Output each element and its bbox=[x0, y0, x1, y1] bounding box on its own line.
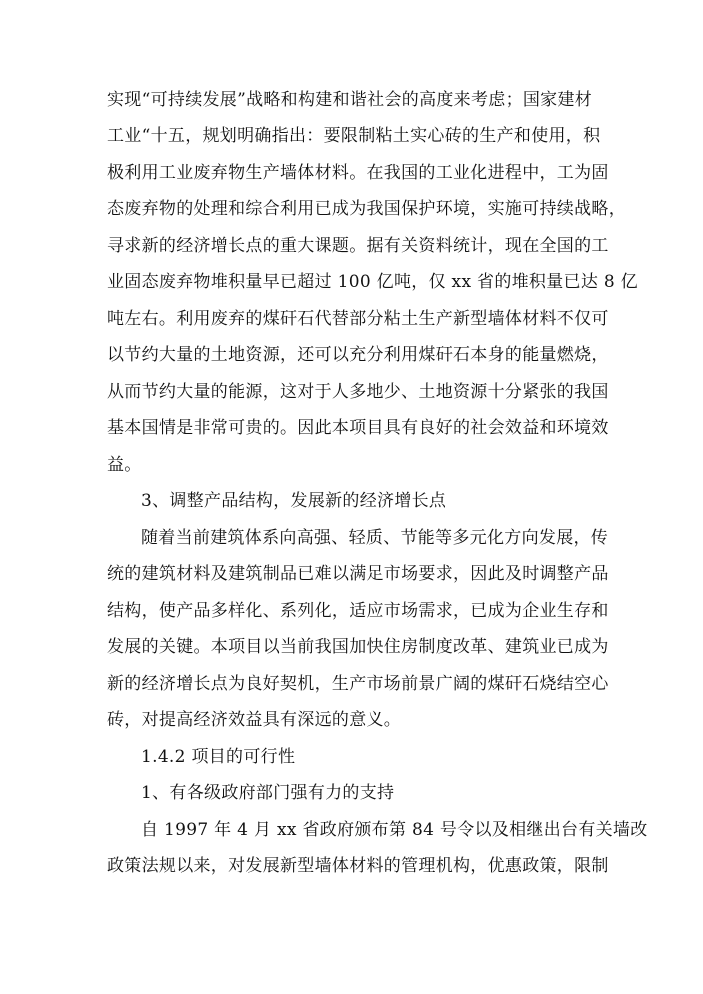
text-line: 实现“可持续发展”战略和构建和谐社会的高度来考虑；国家建材 bbox=[107, 90, 593, 110]
section-heading: 1、有各级政府部门强有力的支持 bbox=[141, 783, 395, 803]
text-line: 益。 bbox=[107, 455, 142, 475]
text-line: 统的建筑材料及建筑制品已难以满足市场要求，因此及时调整产品 bbox=[107, 564, 609, 584]
text-line: 极利用工业废弃物生产墙体材料。在我国的工业化进程中，工为固 bbox=[107, 163, 609, 183]
text-line: 新的经济增长点为良好契机，生产市场前景广阔的煤矸石烧结空心 bbox=[107, 674, 609, 694]
text-line: 自 1997 年 4 月 xx 省政府颁布第 84 号令以及相继出台有关墙改 bbox=[141, 820, 648, 840]
text-line: 政策法规以来，对发展新型墙体材料的管理机构，优惠政策，限制 bbox=[107, 856, 609, 876]
text-line: 以节约大量的土地资源，还可以充分利用煤矸石本身的能量燃烧， bbox=[107, 345, 609, 365]
text-line: 从而节约大量的能源，这对于人多地少、土地资源十分紧张的我国 bbox=[107, 382, 609, 402]
text-line: 砖，对提高经济效益具有深远的意义。 bbox=[107, 710, 402, 730]
section-heading: 3、调整产品结构，发展新的经济增长点 bbox=[141, 491, 447, 511]
text-line: 结构，使产品多样化、系列化，适应市场需求，已成为企业生存和 bbox=[107, 601, 609, 621]
section-heading: 1.4.2 项目的可行性 bbox=[141, 747, 296, 767]
text-line: 态废弃物的处理和综合利用已成为我国保护环境，实施可持续战略， bbox=[107, 199, 626, 219]
text-line: 工业“十五，规划明确指出：要限制粘土实心砖的生产和使用，积 bbox=[107, 126, 601, 146]
text-line: 基本国情是非常可贵的。因此本项目具有良好的社会效益和环境效 bbox=[107, 418, 609, 438]
text-line: 吨左右。利用废弃的煤矸石代替部分粘土生产新型墙体材料不仅可 bbox=[107, 309, 609, 329]
text-line: 发展的关键。本项目以当前我国加快住房制度改革、建筑业已成为 bbox=[107, 637, 609, 657]
text-line: 随着当前建筑体系向高强、轻质、节能等多元化方向发展，传 bbox=[141, 528, 609, 548]
text-line: 寻求新的经济增长点的重大课题。据有关资料统计，现在全国的工 bbox=[107, 236, 609, 256]
text-line: 业固态废弃物堆积量早已超过 100 亿吨，仅 xx 省的堆积量已达 8 亿 bbox=[107, 272, 638, 292]
